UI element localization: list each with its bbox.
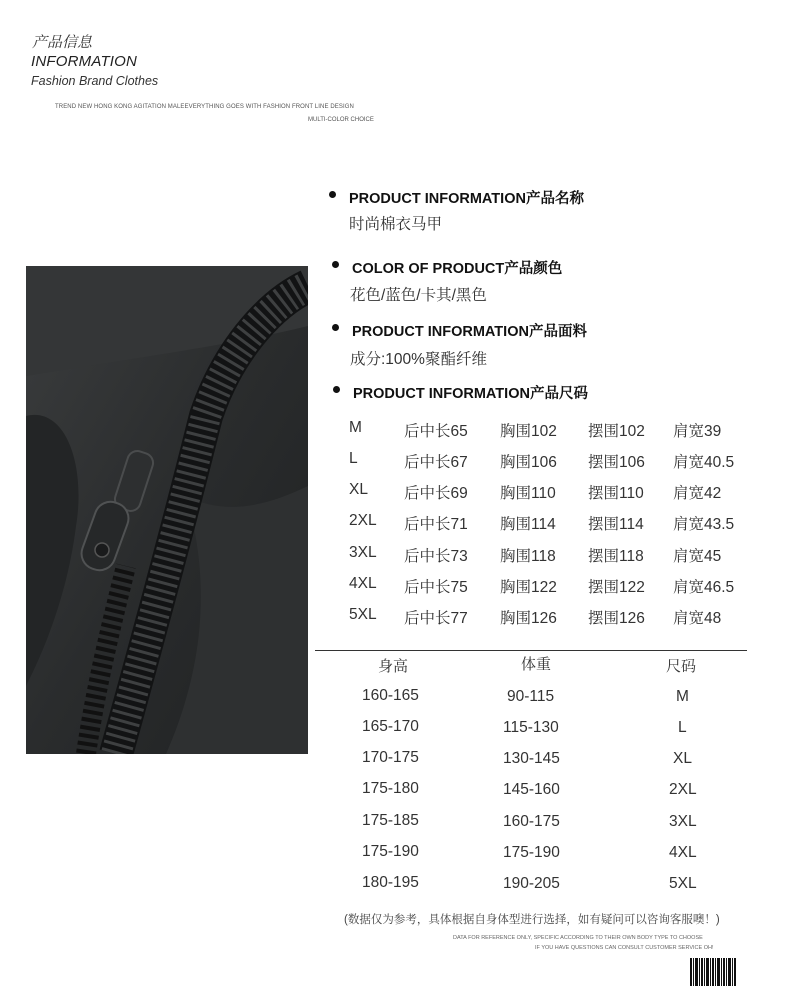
- back-length-cell: 后中长71: [404, 516, 468, 533]
- jacket-zipper-illustration: [26, 266, 308, 754]
- chest-cell: 胸围122: [500, 579, 557, 596]
- size-cell: M: [676, 688, 689, 705]
- product-color-value: 花色/蓝色/卡其/黑色: [350, 287, 487, 304]
- size-cell: 4XL: [669, 844, 697, 861]
- height-cell: 170-175: [362, 749, 419, 766]
- chest-cell: 胸围126: [500, 610, 557, 627]
- back-length-cell: 后中长69: [404, 485, 468, 502]
- size-cell: L: [678, 719, 687, 736]
- hem-cell: 摆围106: [588, 454, 645, 471]
- back-length-cell: 后中长75: [404, 579, 468, 596]
- size-cell: 2XL: [349, 512, 377, 529]
- section-title: PRODUCT INFORMATION产品名称: [349, 191, 584, 207]
- shoulder-cell: 肩宽40.5: [673, 454, 735, 471]
- shoulder-cell: 肩宽39: [673, 423, 722, 440]
- weight-cell: 130-145: [503, 750, 560, 767]
- product-name-value: 时尚棉衣马甲: [349, 216, 443, 233]
- height-cell: 175-185: [362, 812, 419, 829]
- shoulder-cell: 肩宽43.5: [673, 516, 735, 533]
- hem-cell: 摆围114: [588, 516, 644, 533]
- shoulder-cell: 肩宽48: [673, 610, 722, 627]
- weight-cell: 90-115: [507, 688, 555, 705]
- header-tagline: TREND NEW HONG KONG AGITATION MALEEVERYTHING GOES WITH FASHION FRONT LINE DESIGN: [55, 104, 354, 110]
- bullet-dot: [332, 261, 339, 268]
- section-title: PRODUCT INFORMATION产品尺码: [353, 386, 588, 402]
- size-cell: 2XL: [669, 781, 697, 798]
- table-divider: [315, 650, 747, 651]
- weight-cell: 190-205: [503, 875, 560, 892]
- fit-header-height: 身高: [378, 658, 409, 675]
- size-cell: XL: [673, 750, 692, 767]
- reference-note-cn: (数据仅为参考，具体根据自身体型进行选择，如有疑问可以咨询客服噢！): [344, 914, 720, 926]
- height-cell: 175-190: [362, 843, 419, 860]
- shoulder-cell: 肩宽42: [673, 485, 722, 502]
- product-photo: [26, 266, 308, 754]
- header-subtitle: Fashion Brand Clothes: [31, 74, 159, 88]
- size-cell: XL: [349, 481, 368, 498]
- header-title-cn: 产品信息: [32, 34, 93, 51]
- weight-cell: 115-130: [503, 719, 559, 736]
- bullet-dot: [332, 324, 339, 331]
- barcode-icon: [690, 958, 736, 986]
- bullet-dot: [333, 386, 340, 393]
- back-length-cell: 后中长65: [404, 423, 468, 440]
- weight-cell: 175-190: [503, 844, 560, 861]
- reference-note-en-2: IF YOU HAVE QUESTIONS CAN CONSULT CUSTOMER SERVICE OH!: [535, 945, 714, 951]
- back-length-cell: 后中长73: [404, 548, 468, 565]
- chest-cell: 胸围102: [500, 423, 557, 440]
- hem-cell: 摆围110: [588, 485, 644, 502]
- back-length-cell: 后中长67: [404, 454, 468, 471]
- size-cell: 5XL: [669, 875, 697, 892]
- height-cell: 165-170: [362, 718, 419, 735]
- chest-cell: 胸围110: [500, 485, 556, 502]
- bullet-dot: [329, 191, 336, 198]
- weight-cell: 145-160: [503, 781, 560, 798]
- size-cell: M: [349, 419, 362, 436]
- fit-header-size: 尺码: [666, 658, 697, 675]
- chest-cell: 胸围106: [500, 454, 557, 471]
- shoulder-cell: 肩宽46.5: [673, 579, 735, 596]
- section-title: COLOR OF PRODUCT产品颜色: [352, 261, 563, 277]
- shoulder-cell: 肩宽45: [673, 548, 722, 565]
- height-cell: 180-195: [362, 874, 419, 891]
- chest-cell: 胸围114: [500, 516, 556, 533]
- size-cell: 3XL: [669, 813, 697, 830]
- weight-cell: 160-175: [503, 813, 560, 830]
- hem-cell: 摆围118: [588, 548, 644, 565]
- chest-cell: 胸围118: [500, 548, 556, 565]
- header-tagline-2: MULTI-COLOR CHOICE: [308, 117, 374, 123]
- fit-header-weight: 体重: [521, 656, 552, 673]
- hem-cell: 摆围122: [588, 579, 645, 596]
- header-title-en: INFORMATION: [31, 53, 138, 70]
- size-cell: 3XL: [349, 544, 377, 561]
- hem-cell: 摆围102: [588, 423, 645, 440]
- height-cell: 160-165: [362, 687, 419, 704]
- reference-note-en: DATA FOR REFERENCE ONLY, SPECIFIC ACCORDING TO THEIR OWN BODY TYPE TO CHOOSE: [453, 935, 703, 941]
- hem-cell: 摆围126: [588, 610, 645, 627]
- section-title: PRODUCT INFORMATION产品面料: [352, 324, 587, 340]
- size-cell: L: [349, 450, 358, 467]
- height-cell: 175-180: [362, 780, 419, 797]
- back-length-cell: 后中长77: [404, 610, 468, 627]
- size-cell: 4XL: [349, 575, 377, 592]
- size-cell: 5XL: [349, 606, 377, 623]
- product-fabric-value: 成分:100%聚酯纤维: [350, 351, 487, 368]
